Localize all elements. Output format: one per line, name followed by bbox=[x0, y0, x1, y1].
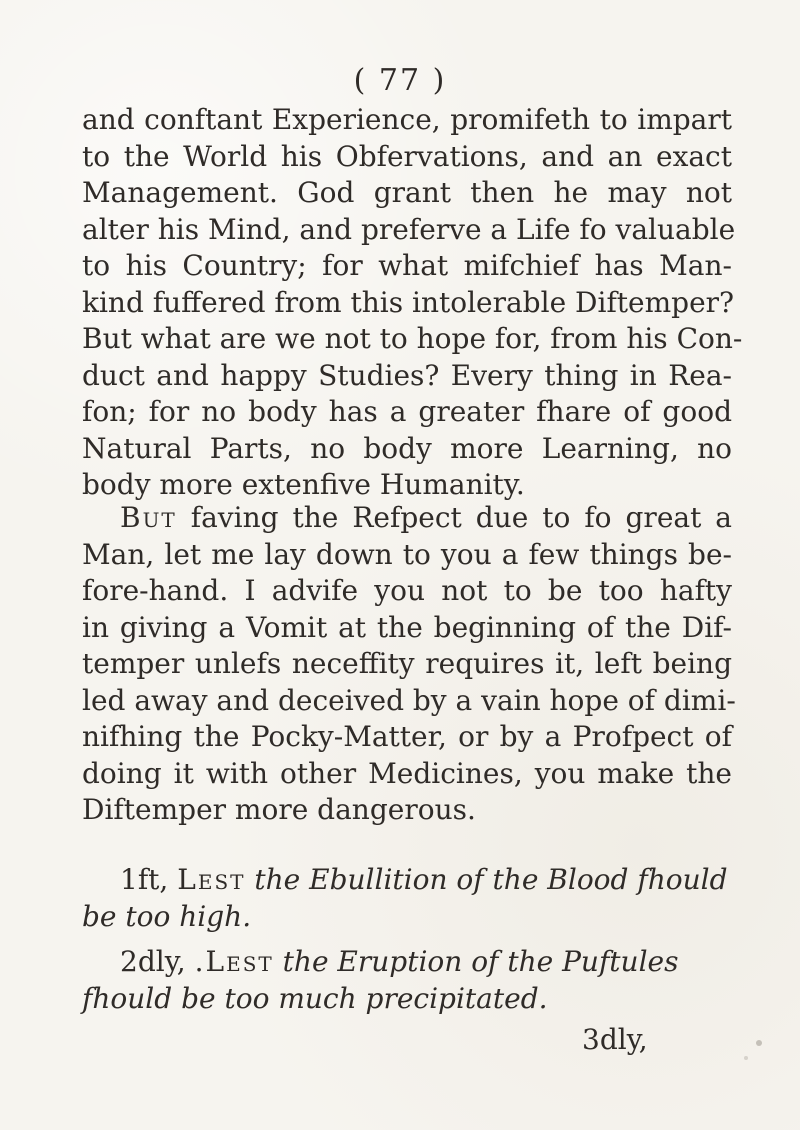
paragraph-2-line-2: Man, let me lay down to you a few things be- bbox=[82, 537, 732, 571]
paragraph-1-line-5: to his Country; for what mifchief has Man- bbox=[82, 249, 732, 282]
numbered-point-1 bbox=[82, 862, 732, 935]
paper-speck bbox=[756, 1040, 762, 1046]
numbered-point-1-line-1 bbox=[82, 862, 732, 899]
numbered-point-2-lead-word: .Lest bbox=[194, 945, 274, 978]
catchword: 3dly, bbox=[582, 1023, 648, 1056]
paper-speck bbox=[744, 1056, 748, 1060]
paragraph-1-line-7: But what are we not to hope for, from his Con- bbox=[82, 322, 743, 355]
paragraph-1-line-11: body more extenfive Humanity. bbox=[82, 468, 525, 501]
paragraph-1-line-6: kind fuffered from this intolerable Diftemper? bbox=[82, 285, 735, 319]
paragraph-1-line-4: alter his Mind, and preferve a Life fo valuable bbox=[82, 212, 736, 246]
page-number: ( 77 ) bbox=[353, 63, 447, 98]
paragraph-2-line-1-rest: faving the Refpect due to fo great a bbox=[190, 501, 732, 534]
paragraph-2-line-1 bbox=[82, 500, 732, 537]
paragraph-1-line-3: Management. God grant then he may not bbox=[82, 176, 732, 209]
paragraph-2-line-7: nifhing the Pocky-Matter, or by a Profpect of bbox=[82, 720, 732, 753]
paragraph-1-line-10: Natural Parts, no body more Learning, no bbox=[82, 431, 732, 465]
paragraph-1-line-8: duct and happy Studies? Every thing in Rea- bbox=[82, 358, 732, 392]
paragraph-1-line-2: to the World his Obfervations, and an exact bbox=[82, 139, 732, 173]
paragraph-2-lead-word: But bbox=[120, 501, 177, 534]
numbered-point-1-number: 1ft, bbox=[120, 863, 169, 896]
numbered-point-1-italic-line-1: the Ebullition of the Blood fhould bbox=[254, 863, 728, 896]
numbered-point-2-italic-line-1: the Eruption of the Puftules bbox=[282, 945, 679, 978]
numbered-point-1-lead-word: Lest bbox=[177, 863, 246, 896]
paragraph-2-line-3: fore-hand. I advife you not to be too hafty bbox=[82, 574, 732, 607]
numbered-point-1-italic-line-2: be too high. bbox=[82, 899, 252, 933]
paragraph-2 bbox=[82, 500, 736, 829]
paragraph-1-line-9: fon; for no body has a greater fhare of good bbox=[82, 395, 732, 428]
paragraph-2-line-5: temper unlefs neceffity requires it, left being bbox=[82, 647, 732, 680]
numbered-point-2-italic-line-2: fhould be too much precipitated. bbox=[82, 981, 548, 1015]
numbered-point-2 bbox=[82, 944, 732, 1017]
paragraph-1-line-1: and conftant Experience, promifeth to impart bbox=[82, 103, 732, 136]
paragraph-2-line-8: doing it with other Medicines, you make the bbox=[82, 756, 732, 790]
paragraph-2-line-4: in giving a Vomit at the beginning of the Dif- bbox=[82, 610, 732, 644]
paragraph-2-line-9: Diftemper more dangerous. bbox=[82, 793, 476, 826]
numbered-point-2-line-1 bbox=[82, 944, 732, 981]
paragraph-2-line-6: led away and deceived by a vain hope of dimi- bbox=[82, 683, 736, 717]
paragraph-1 bbox=[82, 102, 743, 504]
numbered-point-2-number: 2dly, bbox=[120, 945, 186, 978]
